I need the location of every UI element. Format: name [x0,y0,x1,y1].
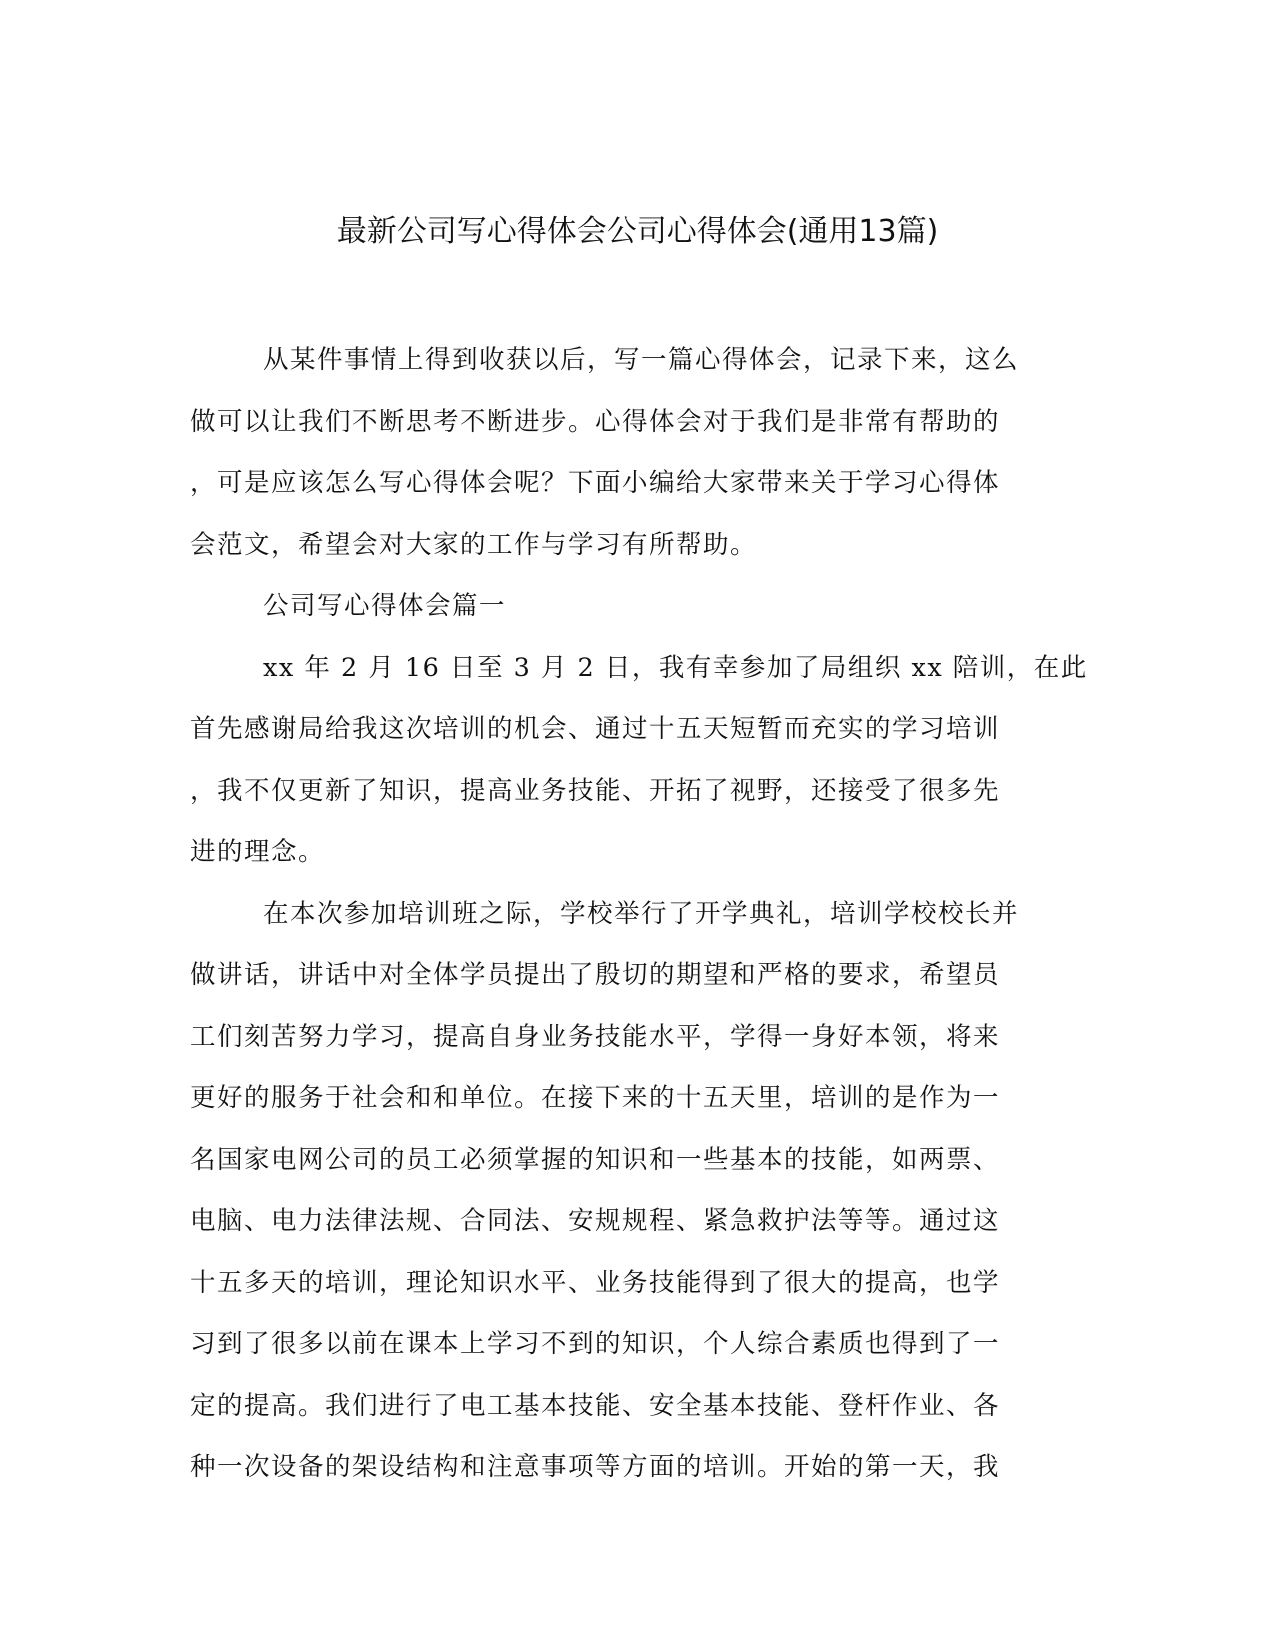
body-text-line: 做讲话，讲话中对全体学员提出了殷切的期望和严格的要求，希望员 [190,960,1001,990]
body-text-line: 种一次设备的架设结构和注意事项等方面的培训。开始的第一天，我 [190,1452,1001,1482]
body-text-line: 首先感谢局给我这次培训的机会、通过十五天短暂而充实的学习培训 [190,714,1001,744]
body-text-line: 习到了很多以前在课本上学习不到的知识，个人综合素质也得到了一 [190,1329,1001,1359]
body-text-line: ，可是应该怎么写心得体会呢？下面小编给大家带来关于学习心得体 [190,468,1001,498]
body-text-line: 电脑、电力法律法规、合同法、安规规程、紧急救护法等等。通过这 [190,1206,1001,1236]
body-text-line: 定的提高。我们进行了电工基本技能、安全基本技能、登杆作业、各 [190,1390,1001,1421]
body-text-line: 名国家电网公司的员工必须掌握的知识和一些基本的技能，如两票、 [190,1144,1001,1175]
body-text-line: 在本次参加培训班之际，学校举行了开学典礼，培训学校校长并 [263,898,1020,929]
body-text-line: 从某件事情上得到收获以后，写一篇心得体会，记录下来，这么 [263,345,1020,375]
body-text-line: xx 年 2 月 16 日至 3 月 2 日，我有幸参加了局组织 xx 陪训，在此 [263,652,1088,683]
document-title: 最新公司写心得体会公司心得体会(通用13篇) [336,214,939,249]
body-text-line: 进的理念。 [190,837,326,867]
body-text-line: 更好的服务于社会和和单位。在接下来的十五天里，培训的是作为一 [190,1083,1001,1113]
body-text-line: 十五多天的培训，理论知识水平、业务技能得到了很大的提高，也学 [190,1267,1001,1298]
body-text-line: 公司写心得体会篇一 [263,591,507,621]
body-text-line: 做可以让我们不断思考不断进步。心得体会对于我们是非常有帮助的 [190,406,1001,437]
body-text-line: 工们刻苦努力学习，提高自身业务技能水平，学得一身好本领，将来 [190,1021,1001,1052]
body-text-line: 会范文，希望会对大家的工作与学习有所帮助。 [190,529,758,560]
body-text-line: ，我不仅更新了知识，提高业务技能、开拓了视野，还接受了很多先 [190,775,1001,806]
document-body [190,330,1095,1499]
